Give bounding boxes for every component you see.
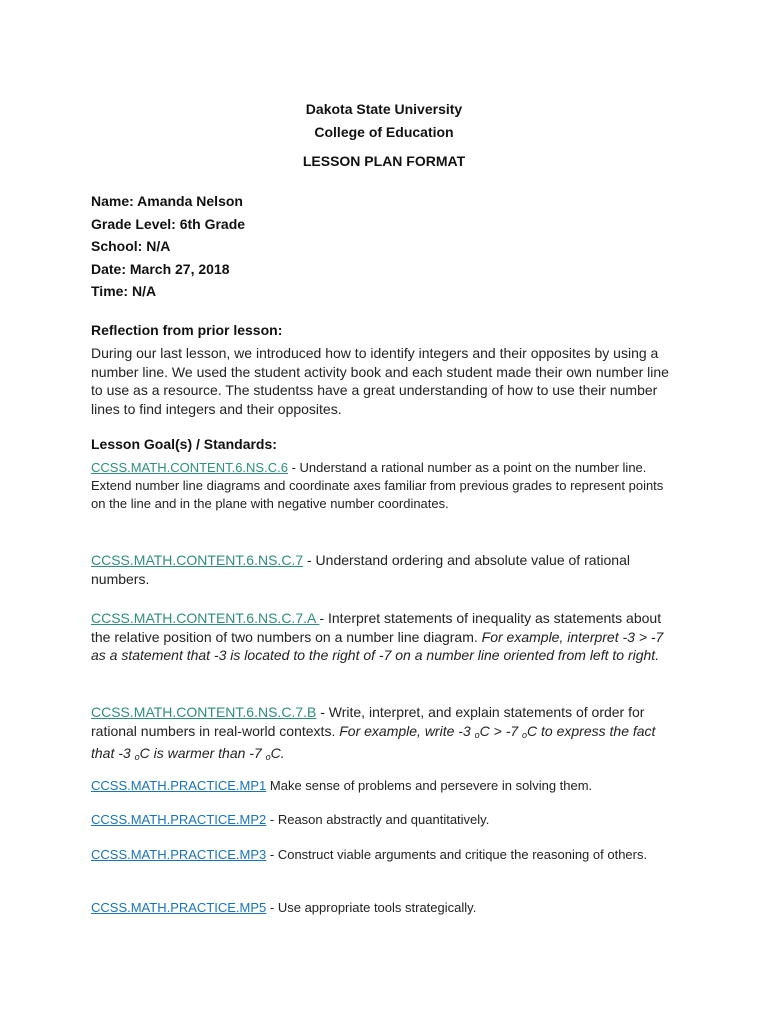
college-name: College of Education xyxy=(314,124,454,140)
document-title: LESSON PLAN FORMAT xyxy=(302,153,466,169)
degree-mark: o xyxy=(522,729,528,740)
standard-link-6-ns-c-6[interactable]: CCSS.MATH.CONTENT.6.NS.C.6 xyxy=(91,460,288,475)
degree-mark: o xyxy=(134,752,140,762)
standard-item xyxy=(91,459,671,513)
standard-link-6-ns-c-7[interactable]: CCSS.MATH.CONTENT.6.NS.C.7 xyxy=(91,552,304,568)
standard-description: - Interpret statements of inequality as statements about the relative position of two numbers on a number line diagram. xyxy=(91,610,662,645)
practice-item xyxy=(91,811,671,829)
example-part: C. xyxy=(270,745,285,761)
practice-description: - Reason abstractly and quantitatively. xyxy=(266,812,490,827)
example-part: C > -7 xyxy=(479,722,523,739)
lesson-date: Date: March 27, 2018 xyxy=(91,260,230,277)
example-part: C to express the fact that -3 xyxy=(91,722,656,761)
teacher-name: Name: Amanda Nelson xyxy=(91,193,243,209)
practice-link-mp5[interactable]: CCSS.MATH.PRACTICE.MP5 xyxy=(91,900,267,915)
lesson-time: Time: N/A xyxy=(91,283,157,299)
standard-description: - Understand a rational number as a point on the number line. Extend number line diagrams and coordinate axes familiar from previous grades to represent points on the line and in the plane with negative number coordinates. xyxy=(91,460,664,511)
standard-link-6-ns-c-7-b[interactable]: CCSS.MATH.CONTENT.6.NS.C.7.B xyxy=(91,704,317,720)
practice-link-mp2[interactable]: CCSS.MATH.PRACTICE.MP2 xyxy=(91,812,267,827)
standard-item xyxy=(91,551,671,588)
example-part: For example, write -3 xyxy=(339,722,475,739)
standard-item xyxy=(91,703,671,767)
lesson-info xyxy=(91,190,245,303)
degree-mark: o xyxy=(265,752,271,762)
grade-level: Grade Level: 6th Grade xyxy=(91,215,246,232)
document-header xyxy=(0,98,768,173)
degree-mark: o xyxy=(474,729,480,740)
reflection-text: During our last lesson, we introduced how to identify integers and their opposites by using a number line. We used the student activity book and each student made their own number line to use as a resource. The studentss have a great understanding of how to use their number lines to find integers and their opposites. xyxy=(91,345,669,417)
standard-description: - Understand ordering and absolute value of rational numbers. xyxy=(91,552,630,587)
standard-item xyxy=(91,609,671,665)
practice-description: Make sense of problems and persevere in solving them. xyxy=(266,778,593,793)
goals-heading: Lesson Goal(s) / Standards: xyxy=(91,436,277,452)
reflection-heading: Reflection from prior lesson: xyxy=(91,322,283,338)
practice-link-mp1[interactable]: CCSS.MATH.PRACTICE.MP1 xyxy=(91,778,267,793)
example-part: C is warmer than -7 xyxy=(139,745,266,761)
practice-description: - Use appropriate tools strategically. xyxy=(266,900,477,915)
practice-link-mp3[interactable]: CCSS.MATH.PRACTICE.MP3 xyxy=(91,847,267,862)
practice-item xyxy=(91,777,671,795)
standard-link-6-ns-c-7-a[interactable]: CCSS.MATH.CONTENT.6.NS.C.7.A xyxy=(91,610,320,626)
practice-item xyxy=(91,899,671,917)
practice-description: - Construct viable arguments and critique the reasoning of others. xyxy=(266,847,648,862)
practice-item xyxy=(91,846,671,864)
school: School: N/A xyxy=(91,238,171,254)
standard-example: For example, interpret -3 > -7 as a statement that -3 is located to the right of -7 on a number line oriented from left to right. xyxy=(91,628,664,663)
university-name: Dakota State University xyxy=(305,101,463,117)
standard-description: - Write, interpret, and explain statements of order for rational numbers in real-world contexts. xyxy=(91,704,645,739)
